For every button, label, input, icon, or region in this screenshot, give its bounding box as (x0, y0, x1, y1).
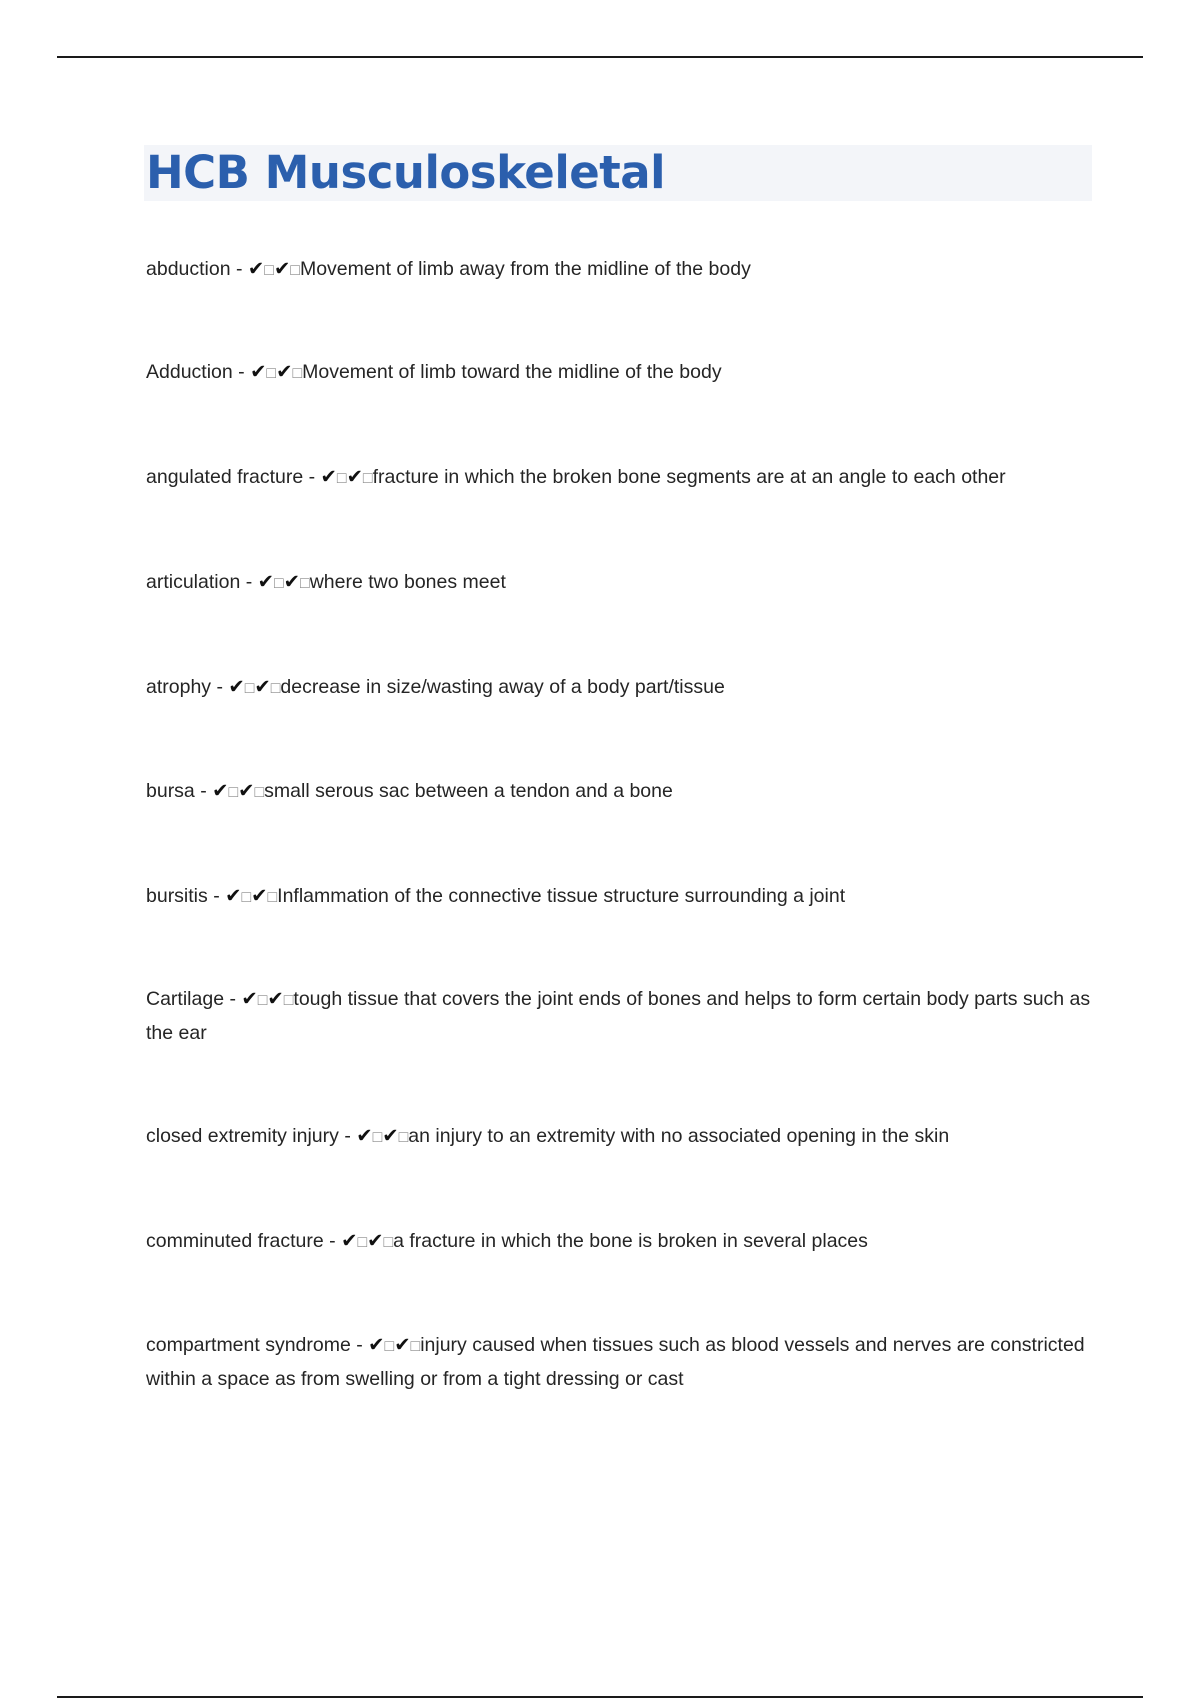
box-icon: □ (267, 889, 278, 906)
glossary-entry (146, 671, 1092, 705)
glossary-entry (146, 880, 1092, 914)
box-icon: □ (270, 680, 281, 697)
entry-term: bursitis (146, 885, 208, 907)
check-icon: ✔ (238, 780, 255, 802)
page-title: HCB Musculoskeletal (146, 146, 666, 199)
entry-definition: injury caused when tissues such as blood vessels and nerves are constricted within a space as from swelling or from a tight dressing or cast (146, 1334, 1085, 1390)
check-icon: ✔ (346, 466, 363, 488)
entry-separator: - (303, 466, 321, 488)
entry-definition: Inflammation of the connective tissue structure surrounding a joint (277, 885, 846, 907)
glossary-entry (146, 1225, 1092, 1259)
entry-definition: where two bones meet (309, 571, 506, 593)
box-icon: □ (264, 262, 274, 279)
glossary-entry (146, 253, 1092, 287)
entry-definition: fracture in which the broken bone segments are at an angle to each other (372, 466, 1006, 488)
check-icon: ✔ (267, 988, 284, 1010)
box-icon: □ (290, 262, 300, 279)
check-icon: ✔ (368, 1334, 385, 1356)
glossary-entry (146, 1120, 1092, 1154)
box-icon: □ (336, 470, 347, 487)
glossary-entry (146, 775, 1092, 809)
box-icon: □ (274, 575, 284, 592)
entry-term: bursa (146, 780, 195, 802)
box-icon: □ (228, 784, 239, 801)
entry-term: articulation (146, 571, 241, 593)
entry-definition: an injury to an extremity with no associated opening in the skin (408, 1125, 950, 1147)
box-icon: □ (383, 1234, 394, 1251)
check-icon: ✔ (228, 676, 245, 698)
check-icon: ✔ (394, 1334, 411, 1356)
entry-definition: small serous sac between a tendon and a bone (264, 780, 673, 802)
check-icon: ✔ (283, 571, 301, 593)
check-icon: ✔ (241, 988, 258, 1010)
entry-separator: - (350, 1334, 369, 1356)
entry-definition: decrease in size/wasting away of a body part/tissue (280, 676, 725, 698)
check-icon: ✔ (225, 885, 242, 907)
check-icon: ✔ (320, 466, 337, 488)
glossary-entry (146, 356, 1092, 390)
entry-separator: - (224, 988, 242, 1010)
box-icon: □ (357, 1234, 368, 1251)
box-icon: □ (283, 992, 294, 1009)
entry-term: comminuted fracture (146, 1230, 324, 1252)
entry-separator: - (232, 361, 251, 383)
entry-separator: - (230, 258, 248, 280)
check-icon: ✔ (257, 571, 274, 593)
entry-separator: - (194, 780, 213, 802)
box-icon: □ (398, 1129, 409, 1146)
box-icon: □ (244, 680, 255, 697)
box-icon: □ (257, 992, 268, 1009)
box-icon: □ (241, 889, 252, 906)
box-icon: □ (410, 1338, 421, 1355)
glossary-entry (146, 566, 1092, 600)
check-icon: ✔ (367, 1230, 384, 1252)
top-rule (57, 56, 1143, 58)
box-icon: □ (292, 365, 303, 382)
glossary-entry (146, 461, 1092, 495)
check-icon: ✔ (212, 780, 229, 802)
entry-term: abduction (146, 258, 231, 280)
entry-separator: - (211, 676, 229, 698)
check-icon: ✔ (356, 1125, 373, 1147)
check-icon: ✔ (250, 361, 267, 383)
glossary-entry (146, 983, 1092, 1049)
entry-separator: - (338, 1125, 357, 1147)
entry-term: Cartilage (146, 988, 225, 1010)
check-icon: ✔ (247, 258, 265, 280)
box-icon: □ (372, 1129, 383, 1146)
entry-term: Adduction (146, 361, 233, 383)
entry-definition: tough tissue that covers the joint ends of bones and helps to form certain body parts such as the ear (146, 988, 1091, 1044)
glossary-entry (146, 1329, 1092, 1395)
box-icon: □ (362, 470, 373, 487)
box-icon: □ (254, 784, 265, 801)
entry-separator: - (323, 1230, 342, 1252)
entry-separator: - (240, 571, 258, 593)
bottom-rule (57, 1696, 1143, 1698)
check-icon: ✔ (254, 676, 271, 698)
check-icon: ✔ (273, 258, 291, 280)
check-icon: ✔ (276, 361, 293, 383)
entry-term: closed extremity injury (146, 1125, 339, 1147)
entry-definition: Movement of limb away from the midline of the body (299, 258, 751, 280)
box-icon: □ (300, 575, 310, 592)
entry-term: atrophy (146, 676, 212, 698)
entry-definition: Movement of limb toward the midline of the body (302, 361, 722, 383)
box-icon: □ (266, 365, 277, 382)
entry-term: angulated fracture (146, 466, 304, 488)
check-icon: ✔ (251, 885, 268, 907)
entry-term: compartment syndrome (146, 1334, 351, 1356)
check-icon: ✔ (382, 1125, 399, 1147)
entry-definition: a fracture in which the bone is broken in several places (393, 1230, 868, 1252)
check-icon: ✔ (341, 1230, 358, 1252)
entry-separator: - (207, 885, 226, 907)
box-icon: □ (384, 1338, 395, 1355)
